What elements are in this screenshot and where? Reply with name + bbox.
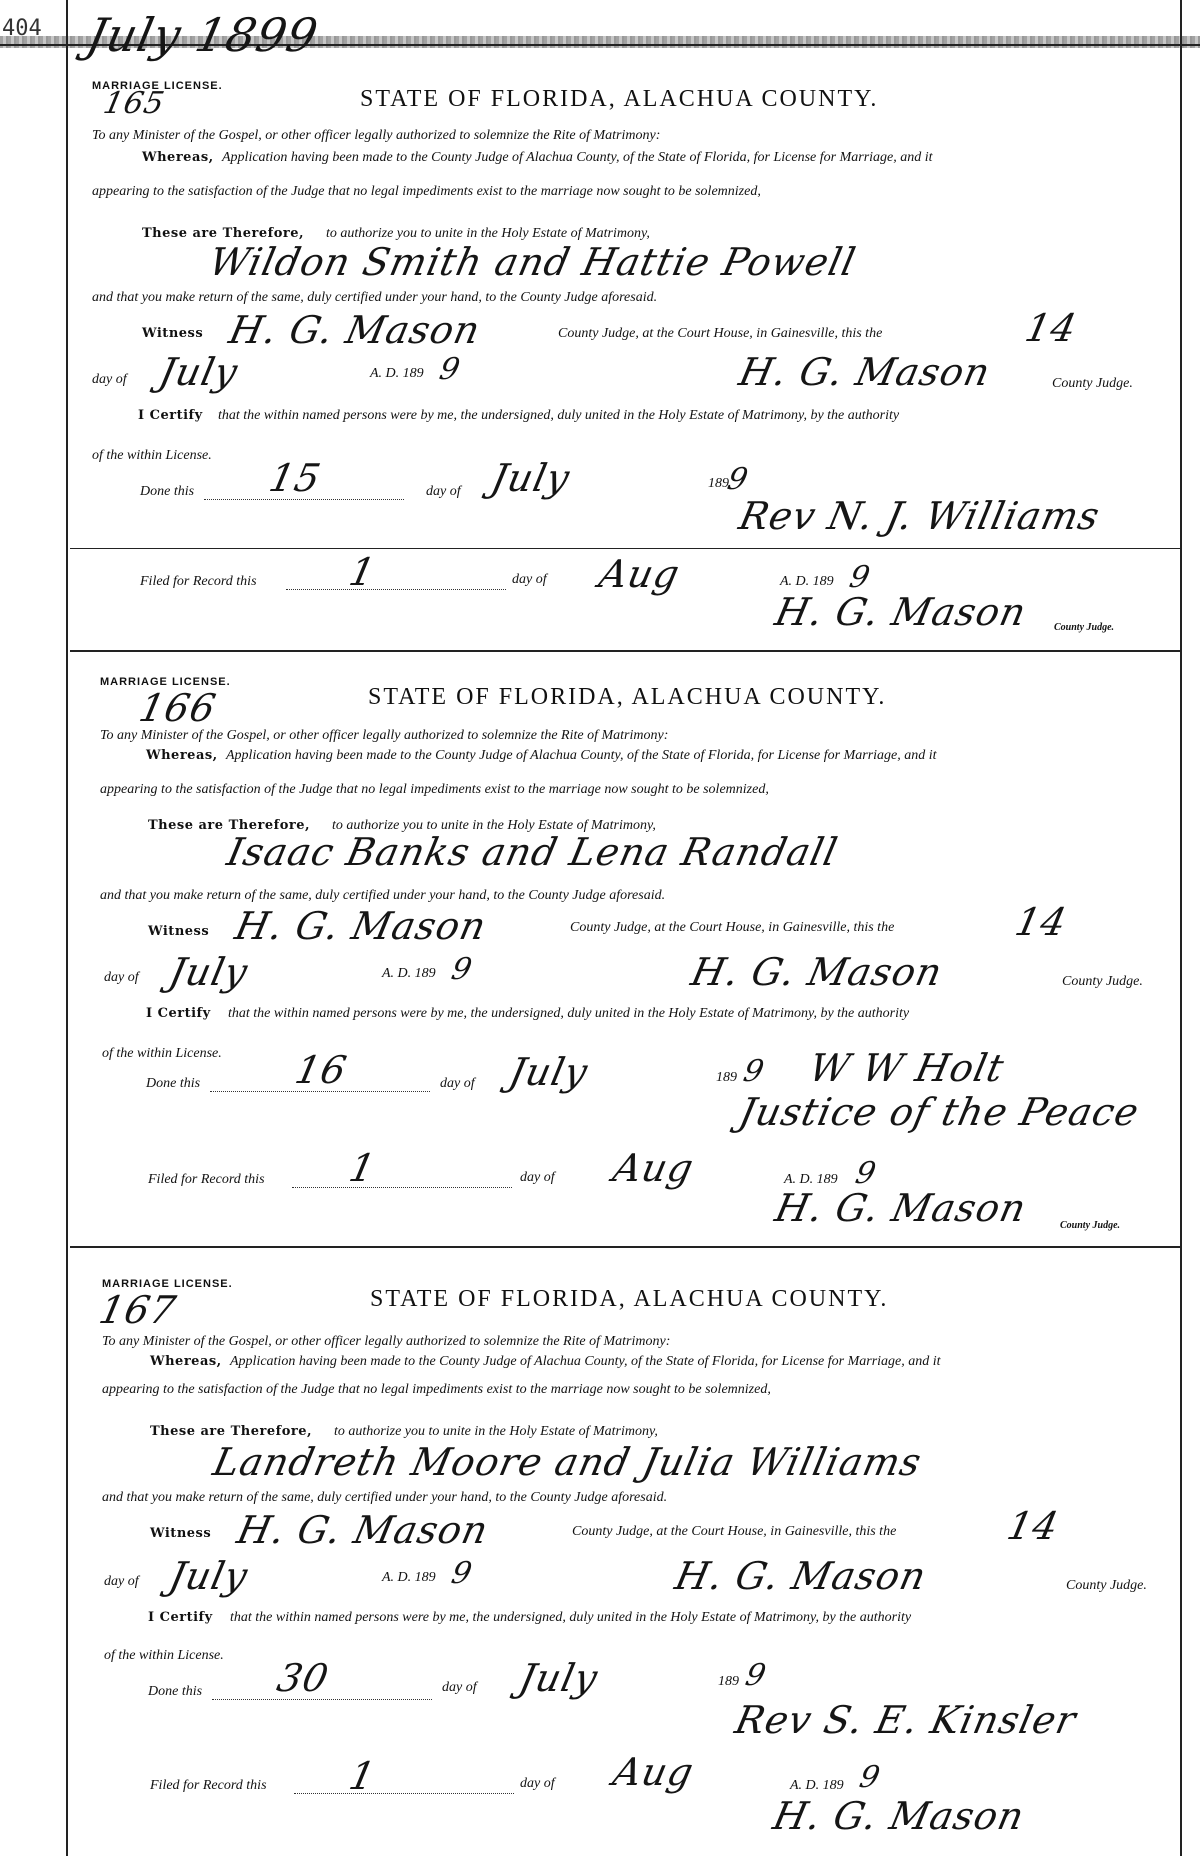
county-judge-small: County Judge.: [1060, 1220, 1121, 1231]
filed-day-of-label: day of: [520, 1776, 555, 1791]
filed-month: Aug: [609, 1146, 698, 1190]
done-month: July: [487, 456, 575, 500]
done-this-label: Done this: [146, 1076, 201, 1091]
witness-name: H. G. Mason: [231, 904, 491, 948]
witness-word: Witness: [148, 924, 210, 939]
license-label: MARRIAGE LICENSE.: [102, 1278, 233, 1290]
filed-day: 1: [345, 1146, 380, 1190]
page-number: 404: [2, 16, 42, 41]
county-judge-label: County Judge.: [1052, 376, 1133, 391]
filed-month: Aug: [595, 552, 684, 596]
couple-names: Landreth Moore and Julia Williams: [209, 1440, 926, 1484]
appearing-line: appearing to the satisfaction of the Judge that no legal impediments exist to the marriage now sought to be solemnized,: [92, 184, 761, 199]
return-line: and that you make return of the same, duly certified under your hand, to the County Judge aforesaid.: [100, 888, 666, 903]
these-line: to authorize you to unite in the Holy Estate of Matrimony,: [334, 1424, 658, 1439]
done-day: 15: [265, 456, 326, 500]
couple-names: Wildon Smith and Hattie Powell: [205, 240, 860, 284]
done-year-prefix: 189: [716, 1070, 737, 1085]
filed-month: Aug: [609, 1750, 698, 1794]
done-year-prefix: 189: [718, 1674, 739, 1689]
officiant-signature: Rev N. J. Williams: [735, 494, 1104, 538]
within-license-line: of the within License.: [102, 1046, 222, 1061]
license-month: July: [155, 350, 243, 394]
couple-names: Isaac Banks and Lena Randall: [223, 830, 842, 874]
whereas-line: Application having been made to the County Judge of Alachua County, of the State of Florida, for License for Marriage, and it: [226, 748, 937, 763]
certify-word: I Certify: [138, 408, 203, 423]
judge-signature: H. G. Mason: [735, 350, 995, 394]
license-label: MARRIAGE LICENSE.: [100, 676, 231, 688]
officiant-signature: Rev S. E. Kinsler: [731, 1698, 1081, 1742]
return-line: and that you make return of the same, duly certified under your hand, to the County Judge aforesaid.: [102, 1490, 668, 1505]
filed-day-of-label: day of: [520, 1170, 555, 1185]
whereas-line: Application having been made to the County Judge of Alachua County, of the State of Florida, for License for Marriage, and it: [230, 1354, 941, 1369]
entry-separator: [70, 650, 1180, 652]
day-of-label: day of: [104, 1574, 139, 1589]
these-line: to authorize you to unite in the Holy Estate of Matrimony,: [326, 226, 650, 241]
right-margin-rule: [1180, 0, 1182, 1856]
witness-day: 14: [1011, 900, 1072, 944]
filed-day: 1: [345, 550, 380, 594]
minister-line: To any Minister of the Gospel, or other officer legally authorized to solemnize the Rite of Matrimony:: [92, 128, 661, 143]
filed-year-digit: 9: [852, 1156, 880, 1191]
license-label: MARRIAGE LICENSE.: [92, 80, 223, 92]
officiant-title: Justice of the Peace: [735, 1090, 1144, 1134]
license-month: July: [165, 1554, 253, 1598]
certify-line: that the within named persons were by me, the undersigned, duly united in the Holy Estate of Matrimony, by the authority: [230, 1610, 912, 1625]
done-day-of-label: day of: [426, 484, 461, 499]
ad-year-label: A. D. 189: [370, 366, 424, 381]
these-word: These are Therefore,: [150, 1424, 313, 1439]
done-day: 16: [291, 1048, 352, 1092]
these-word: These are Therefore,: [148, 818, 311, 833]
filed-signature: H. G. Mason: [771, 1186, 1031, 1230]
filed-year-digit: 9: [846, 560, 874, 595]
filed-day-dots: [292, 1186, 512, 1188]
filed-divider: [70, 548, 1180, 549]
these-line: to authorize you to unite in the Holy Estate of Matrimony,: [332, 818, 656, 833]
day-of-label: day of: [104, 970, 139, 985]
done-year-digit: 9: [724, 462, 752, 497]
year-digit: 9: [448, 1556, 476, 1591]
witness-name: H. G. Mason: [233, 1508, 493, 1552]
whereas-word: Whereas,: [142, 150, 214, 165]
minister-line: To any Minister of the Gospel, or other officer legally authorized to solemnize the Rite of Matrimony:: [100, 728, 669, 743]
witness-word: Witness: [142, 326, 204, 341]
license-title: STATE OF FLORIDA, ALACHUA COUNTY.: [368, 684, 887, 710]
these-word: These are Therefore,: [142, 226, 305, 241]
done-month: July: [505, 1050, 593, 1094]
done-this-label: Done this: [140, 484, 195, 499]
witness-line: County Judge, at the Court House, in Gainesville, this the: [572, 1524, 897, 1539]
done-year-prefix: 189: [708, 476, 729, 491]
filed-signature: H. G. Mason: [769, 1794, 1029, 1838]
within-license-line: of the within License.: [92, 448, 212, 463]
license-number: 165: [100, 86, 168, 121]
ad-year-label: A. D. 189: [382, 966, 436, 981]
filed-day-dots: [286, 588, 506, 590]
filed-year-prefix: A. D. 189: [784, 1172, 838, 1187]
certify-line: that the within named persons were by me, the undersigned, duly united in the Holy Estate of Matrimony, by the authority: [218, 408, 900, 423]
year-digit: 9: [436, 352, 464, 387]
done-this-label: Done this: [148, 1684, 203, 1699]
witness-word: Witness: [150, 1526, 212, 1541]
witness-name: H. G. Mason: [225, 308, 485, 352]
done-day-of-label: day of: [442, 1680, 477, 1695]
license-number: 167: [95, 1288, 181, 1332]
filed-year-prefix: A. D. 189: [790, 1778, 844, 1793]
license-number: 166: [135, 686, 221, 730]
done-day-of-label: day of: [440, 1076, 475, 1091]
county-judge-label: County Judge.: [1066, 1578, 1147, 1593]
filed-label: Filed for Record this: [150, 1778, 267, 1793]
judge-signature: H. G. Mason: [671, 1554, 931, 1598]
whereas-word: Whereas,: [150, 1354, 222, 1369]
judge-signature: H. G. Mason: [687, 950, 947, 994]
minister-line: To any Minister of the Gospel, or other officer legally authorized to solemnize the Rite of Matrimony:: [102, 1334, 671, 1349]
done-month: July: [515, 1656, 603, 1700]
within-license-line: of the within License.: [104, 1648, 224, 1663]
filed-year-prefix: A. D. 189: [780, 574, 834, 589]
license-month: July: [165, 950, 253, 994]
year-digit: 9: [448, 952, 476, 987]
filed-day: 1: [345, 1754, 380, 1798]
filed-label: Filed for Record this: [140, 574, 257, 589]
left-margin-rule: [66, 0, 68, 1856]
county-judge-small: County Judge.: [1054, 622, 1115, 633]
certify-word: I Certify: [146, 1006, 211, 1021]
entry-separator: [70, 1246, 1180, 1248]
appearing-line: appearing to the satisfaction of the Judge that no legal impediments exist to the marriage now sought to be solemnized,: [100, 782, 769, 797]
certify-word: I Certify: [148, 1610, 213, 1625]
page-header-date: July 1899: [82, 8, 324, 62]
filed-year-digit: 9: [856, 1760, 884, 1795]
done-day: 30: [273, 1656, 334, 1700]
day-of-label: day of: [92, 372, 127, 387]
certify-line: that the within named persons were by me, the undersigned, duly united in the Holy Estate of Matrimony, by the authority: [228, 1006, 910, 1021]
filed-day-dots: [294, 1792, 514, 1794]
done-year-digit: 9: [740, 1054, 768, 1089]
return-line: and that you make return of the same, duly certified under your hand, to the County Judge aforesaid.: [92, 290, 658, 305]
witness-day: 14: [1003, 1504, 1064, 1548]
appearing-line: appearing to the satisfaction of the Judge that no legal impediments exist to the marriage now sought to be solemnized,: [102, 1382, 771, 1397]
witness-day: 14: [1021, 306, 1082, 350]
license-title: STATE OF FLORIDA, ALACHUA COUNTY.: [370, 1286, 889, 1312]
whereas-word: Whereas,: [146, 748, 218, 763]
whereas-line: Application having been made to the County Judge of Alachua County, of the State of Florida, for License for Marriage, and it: [222, 150, 933, 165]
done-year-digit: 9: [742, 1658, 770, 1693]
witness-line: County Judge, at the Court House, in Gainesville, this the: [570, 920, 895, 935]
filed-label: Filed for Record this: [148, 1172, 265, 1187]
witness-line: County Judge, at the Court House, in Gainesville, this the: [558, 326, 883, 341]
ad-year-label: A. D. 189: [382, 1570, 436, 1585]
officiant-signature: W W Holt: [805, 1046, 1009, 1090]
filed-signature: H. G. Mason: [771, 590, 1031, 634]
county-judge-label: County Judge.: [1062, 974, 1143, 989]
license-title: STATE OF FLORIDA, ALACHUA COUNTY.: [360, 86, 879, 112]
filed-day-of-label: day of: [512, 572, 547, 587]
